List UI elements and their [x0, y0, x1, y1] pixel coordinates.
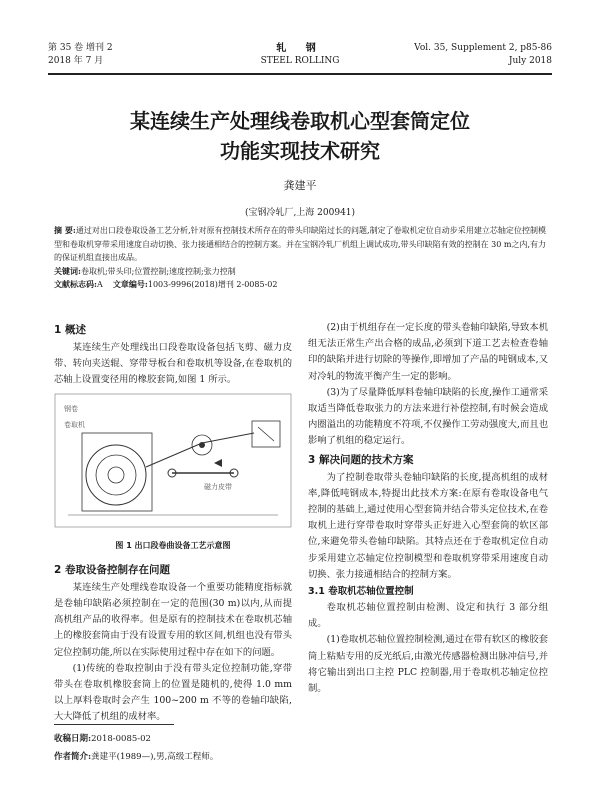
- clc-value: A: [96, 280, 103, 289]
- article-no-label: 文章编号:: [112, 279, 148, 289]
- paper-title: [40, 106, 560, 166]
- author-bio-label: 作者简介:: [54, 752, 92, 762]
- header-date-en: July 2018: [508, 56, 552, 66]
- fig-label-belt: 磁力皮带: [204, 482, 232, 491]
- right-column: [308, 320, 548, 697]
- section-2-paragraph-1: 某连续生产处理线卷取设备一个重要功能精度指标就是卷轴印缺陷必须控制在一定的范围(30 m)以内,从而提高机组产品的收得率。但是原有的控制技术在卷取机芯轴上的橡胶套筒由于没有设置专用的软区间,机组也没有带头定位控制功能,所以在实际使用过程中存在如下的问题。: [54, 581, 292, 658]
- footnote: [54, 730, 354, 766]
- author-bio-value: 龚建平(1989—),男,高级工程师。: [91, 752, 219, 762]
- keywords-label: 关键词:: [54, 265, 81, 276]
- figure-1-caption: 图 1 出口段卷曲设备工艺示意图: [115, 540, 231, 550]
- section-3-1-heading: 3.1 卷取机芯轴位置控制: [308, 586, 414, 598]
- fig-label-mandrel: 卷取机: [64, 420, 85, 429]
- figure-1-diagram: [54, 393, 292, 528]
- section-2-heading: 2 卷取设备控制存在问题: [54, 563, 170, 576]
- deflector-roll-axle: [199, 442, 205, 448]
- article-no-value: 1003-9996(2018)增刊 2-0085-02: [147, 280, 278, 289]
- abstract-text: 通过对出口段卷取设备工艺分析,针对原有控制技术所存在的带头印缺陷过长的问题,制定了卷取机定位自动步采用建立芯轴定位控制模型和卷取机穿带采用速度自动切换、张力接通相结合的控制方案。并在宝钢冷轧厂机组上调试成功,带头印缺陷有效的控制在 30 m之内,有力的保证机组直接出成品。: [54, 226, 546, 262]
- author-name: 龚建平: [283, 179, 317, 192]
- keywords-text: 卷取机;带头印;位置控制;速度控制;张力控制: [80, 266, 236, 276]
- coil-middle: [96, 455, 136, 495]
- abstract-block: [54, 224, 546, 292]
- header-right: [414, 42, 552, 68]
- section-1-heading: 1 概述: [54, 324, 86, 336]
- header-date: 2018 年 7 月: [48, 56, 104, 66]
- received-date: [54, 730, 354, 748]
- clc-label: 文献标志码:: [54, 279, 97, 289]
- shear-blade: [258, 427, 274, 441]
- strip-path-2: [202, 433, 254, 443]
- coil-outer: [86, 445, 146, 505]
- strip-path: [146, 443, 202, 467]
- header-volume-en: Vol. 35, Supplement 2, p85-86: [414, 43, 552, 53]
- header-rule: [48, 73, 552, 75]
- section-2-paragraph-2: (1)传统的卷取控制由于没有带头定位控制功能,穿带带头在卷取机橡胶套筒上的位置是随机的,使得 1.0 mm 以上厚料卷取时会产生 100~200 m 不等的卷轴印缺陷,大大降低了机组的成材率。: [54, 662, 292, 723]
- mandrel-core: [108, 467, 124, 483]
- doc-codes: [54, 278, 546, 292]
- section-3-paragraph: 为了控制卷取带头卷轴印缺陷的长度,提高机组的成材率,降低吨钢成本,特提出此技术方案:在原有卷取设备电气控制的基础上,通过使用心型套筒并结合带头定位技术,在卷取机上进行穿带卷取时穿带头正好进入心型套筒的软区部位,来避免带头卷轴印缺陷。其特点还在于卷取机定位自动步采用建立芯轴定位控制模型和卷取机穿带采用速度自动切换、张力接通相结合的控制方案。: [308, 471, 548, 580]
- author-bio: [54, 748, 354, 766]
- received-label: 收稿日期:: [54, 734, 92, 744]
- received-value: 2018-0085-02: [91, 734, 151, 744]
- abstract: [54, 224, 546, 265]
- left-column: [54, 320, 292, 726]
- abstract-label: 摘 要:: [54, 225, 76, 235]
- section-3-heading: 3 解决问题的技术方案: [308, 453, 414, 466]
- affiliation: (宝钢冷轧厂,上海 200941): [244, 208, 356, 218]
- header-volume: 第 35 卷 增刊 2: [48, 43, 113, 53]
- footnote-rule: [54, 724, 174, 725]
- journal-title-en: STEEL ROLLING: [260, 56, 340, 66]
- title-line-1: 某连续生产处理线卷取机心型套筒定位: [130, 109, 470, 133]
- section-3-1-paragraph-1: 卷取机芯轴位置控制由检测、设定和执行 3 部分组成。: [308, 602, 548, 630]
- section-2-paragraph-4: (3)为了尽量降低厚料卷轴印缺陷的长度,操作工通常采取适当降低卷取张力的方法来进行补偿控制,有时候会造成内圈溢出的功能精度不符项,不仅操作工劳动强度大,而且也影响了机组的稳定运行。: [308, 386, 548, 447]
- section-3-1-paragraph-2: (1)卷取机芯轴位置控制检测,通过在带有软区的橡胶套筒上粘贴专用的反光纸后,由激光传感器检测出脉冲信号,并将它输出到出口主控 PLC 控制器,用于卷取机芯轴定位控制。: [308, 634, 548, 695]
- section-1-paragraph: 某连续生产处理线出口段卷取设备包括飞剪、磁力皮带、转向夹送辊、穿带导板台和卷取机等设备,在卷取机的芯轴上设置变径用的橡胶套筒,如图 1 所示。: [54, 342, 292, 386]
- keywords: [54, 265, 546, 279]
- section-2-paragraph-3: (2)由于机组存在一定长度的带头卷轴印缺陷,导致本机组无法正常生产出合格的成品,必须到下道工艺去检查卷轴印的缺陷并进行切除的等操作,即增加了产品的吨钢成本,又对冷轧的物流平衡产生一定的影响。: [308, 322, 548, 382]
- running-header: [48, 40, 552, 74]
- figure-frame: [55, 394, 291, 527]
- title-line-2: 功能实现技术研究: [220, 139, 380, 163]
- direction-arrow: [214, 459, 222, 467]
- fig-label-coil: 钢卷: [64, 404, 78, 413]
- journal-title: 轧 钢: [276, 43, 324, 54]
